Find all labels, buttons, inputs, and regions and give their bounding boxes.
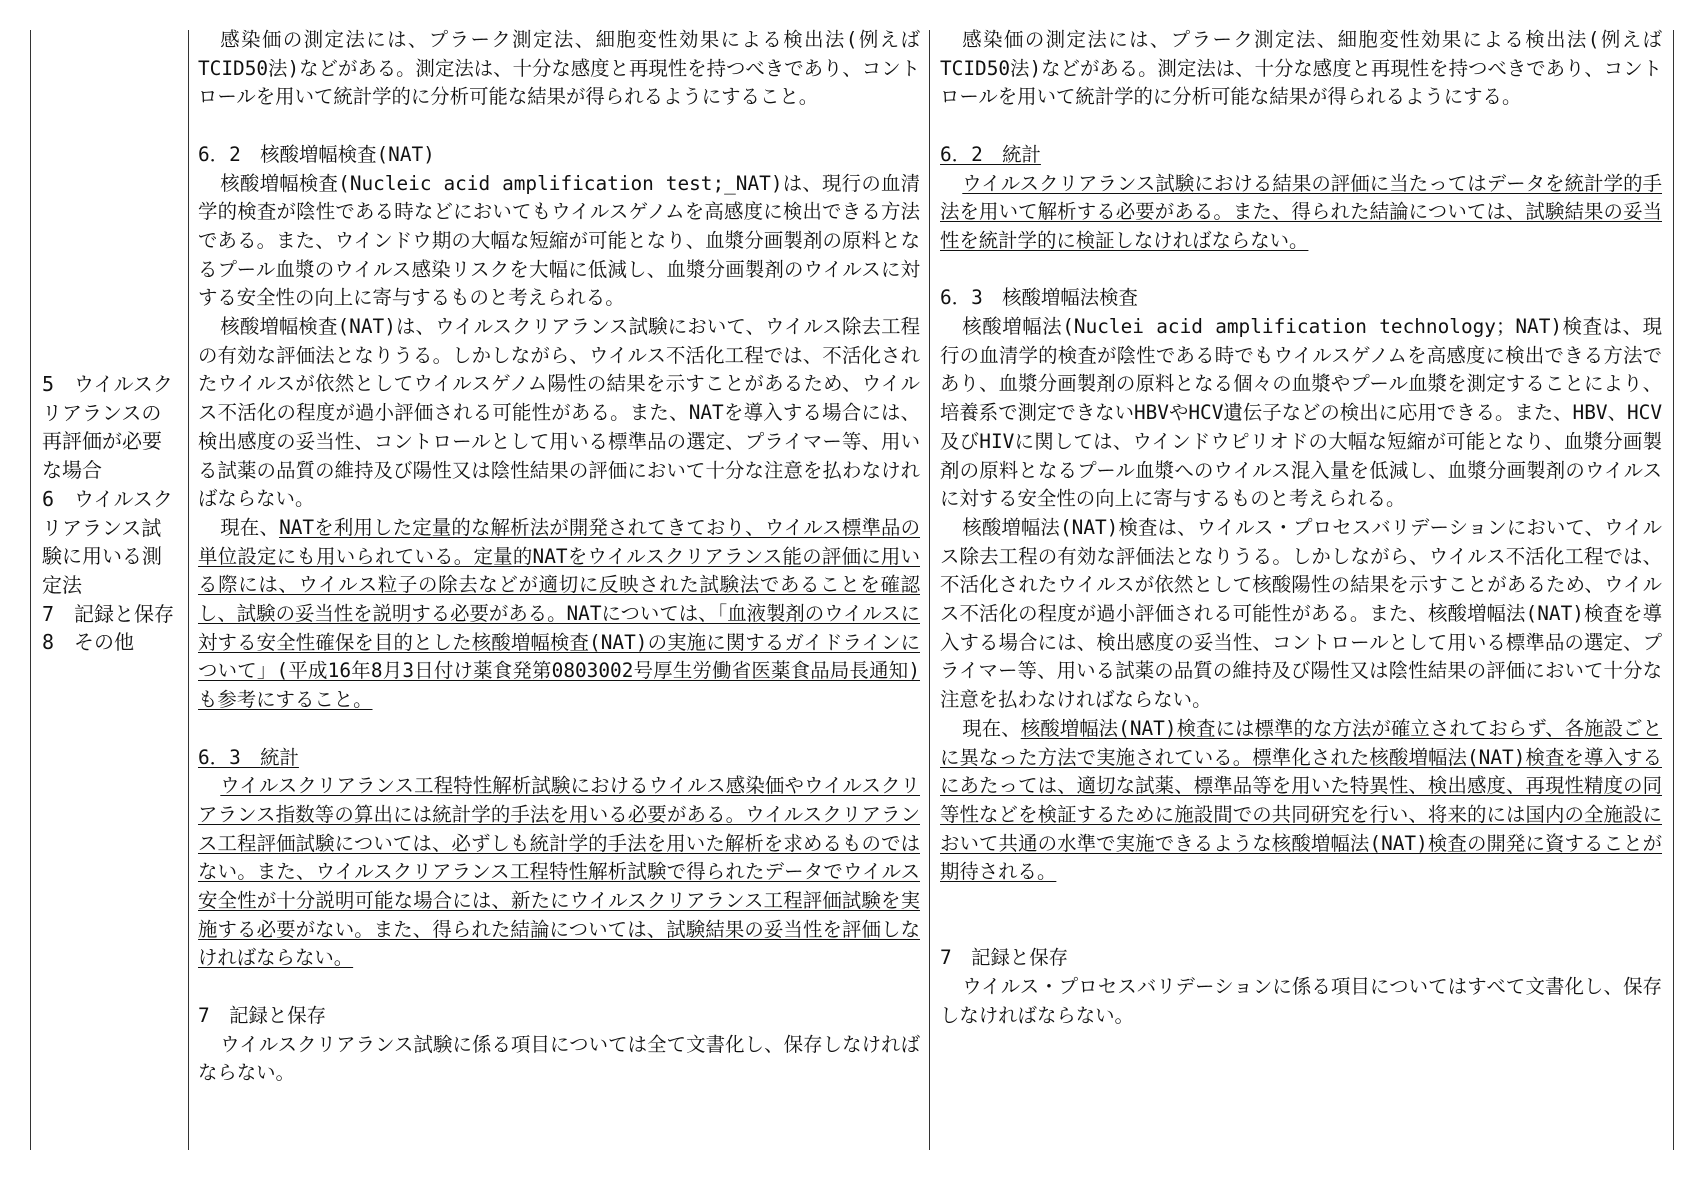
toc-item: 7 記録と保存	[42, 601, 175, 626]
table-border-right	[1673, 30, 1674, 1150]
paragraph-statistics	[940, 170, 1662, 256]
paragraph-nat-current	[198, 514, 920, 715]
heading-6-3: 6．3 核酸増幅法検査	[940, 286, 1138, 310]
paragraph-nat-current-underlined: 核酸増幅法(NAT)検査には標準的な方法が確立されておらず、各施設ごとに異なった方法で実施されている。標準化された核酸増幅法(NAT)検査を導入するにあたっては、適切な試薬、標準品等を用いた特異性、検出感度、再現性精度の同等性などを検証するために施設間での共同研究を行い、将来的には国内の全施設において共通の水準で実施できるような核酸増幅法(NAT)検査の開発に資することが期待される。	[940, 716, 1662, 884]
paragraph-nat-current-lead: 現在、	[220, 515, 280, 539]
paragraph-nat-evaluation: 核酸増幅法(NAT)検査は、ウイルス・プロセスバリデーションにおいて、ウイルス除去工程の有効な評価法となりうる。しかしながら、ウイルス不活化工程では、不活化されたウイルスが依然として核酸陽性の結果を示すことがあるため、ウイルス不活化の程度が過小評価される可能性がある。また、核酸増幅法(NAT)検査を導入する場合には、検出感度の妥当性、コントロールとして用いる標準品の選定、プライマー等、用いる試薬の品質の維持及び陽性又は陰性結果の評価において十分な注意を払わなければならない。	[940, 515, 1662, 712]
paragraph-records: ウイルス・プロセスバリデーションに係る項目についてはすべて文書化し、保存しなければならない。	[940, 975, 1662, 1027]
paragraph-statistics-text: ウイルスクリアランス工程特性解析試験におけるウイルス感染価やウイルスクリアランス指数等の算出には統計学的手法を用いる必要がある。ウイルスクリアランス工程評価試験については、必ずしも統計学的手法を用いた解析を求めるものではない。また、ウイルスクリアランス工程特性解析試験で得られたデータでウイルス安全性が十分説明可能な場合には、新たにウイルスクリアランス工程評価試験を実施する必要がない。また、得られた結論については、試験結果の妥当性を評価しなければならない。	[198, 774, 920, 970]
heading-7: 7 記録と保存	[940, 946, 1069, 970]
paragraph-statistics	[198, 772, 920, 973]
paragraph-statistics-text: ウイルスクリアランス試験における結果の評価に当たってはデータを統計学的手法を用いて解析する必要がある。また、得られた結論については、試験結果の妥当性を統計学的に検証しなければならない。	[940, 171, 1662, 252]
heading-6-3-text: 6．3 統計	[198, 745, 299, 769]
heading-6-2: 6．2 核酸増幅検査(NAT)	[198, 142, 435, 166]
paragraph-nat-intro: 核酸増幅検査(Nucleic acid amplification test;_NAT)は、現行の血清学的検査が陰性である時などにおいてもウイルスゲノムを高感度に検出できる方法である。また、ウインドウ期の大幅な短縮が可能となり、血漿分画製剤の原料となるプール血漿のウイルス感染リスクを大幅に低減し、血漿分画製剤のウイルスに対する安全性の向上に寄与するものと考えられる。	[198, 171, 920, 310]
heading-6-2	[940, 141, 1662, 170]
table-divider-toc	[188, 30, 189, 1150]
paragraph-nat-current-underlined: NATを利用した定量的な解析法が開発されてきており、ウイルス標準品の単位設定にも用いられている。定量的NATをウイルスクリアランス能の評価に用いる際には、ウイルス粒子の除去などが適切に反映された試験法であることを確認し、試験の妥当性を説明する必要がある。NATについては、「血液製剤のウイルスに対する安全性確保を目的とした核酸増幅検査(NAT)の実施に関するガイドラインについて」(平成16年8月3日付け薬食発第0803002号厚生労働省医薬食品局長通知)も参考にすること。	[198, 515, 921, 712]
paragraph-nat-current-lead: 現在、	[962, 716, 1021, 740]
toc-item: 8 その他	[42, 630, 135, 655]
toc-item: 5 ウイルスクリアランスの再評価が必要な場合	[42, 372, 173, 483]
heading-7: 7 記録と保存	[198, 1003, 327, 1027]
section-index-column	[42, 370, 180, 657]
table-border-left	[30, 30, 31, 1150]
heading-6-2-text: 6．2 統計	[940, 142, 1041, 166]
paragraph-nat-current	[940, 715, 1662, 887]
paragraph-measurement: 感染価の測定法には、プラーク測定法、細胞変性効果による検出法(例えばTCID50法)などがある。測定法は、十分な感度と再現性を持つべきであり、コントロールを用いて統計学的に分析可能な結果が得られるようにする。	[940, 28, 1662, 109]
paragraph-measurement: 感染価の測定法には、プラーク測定法、細胞変性効果による検出法(例えばTCID50法)などがある。測定法は、十分な感度と再現性を持つべきであり、コントロールを用いて統計学的に分析可能な結果が得られるようにすること。	[198, 28, 920, 109]
heading-6-3	[198, 744, 920, 773]
table-divider-middle	[929, 30, 930, 1150]
paragraph-records: ウイルスクリアランス試験に係る項目については全て文書化し、保存しなければならない。	[198, 1032, 920, 1085]
paragraph-nat-intro: 核酸増幅法(Nuclei acid amplification technology；NAT)検査は、現行の血清学的検査が陰性である時でもウイルスゲノムを高感度に検出できる方法であり、血漿分画製剤の原料となる個々の血漿やプール血漿を測定することにより、培養系で測定できないHBVやHCV遺伝子などの検出に応用できる。また、HBV、HCV及びHIVに関しては、ウインドウピリオドの大幅な短縮が可能となり、血漿分画製剤の原料となるプール血漿へのウイルス混入量を低減し、血漿分画製剤のウイルスに対する安全性の向上に寄与するものと考えられる。	[940, 315, 1662, 511]
paragraph-nat-evaluation: 核酸増幅検査(NAT)は、ウイルスクリアランス試験において、ウイルス除去工程の有効な評価法となりうる。しかしながら、ウイルス不活化工程では、不活化されたウイルスが依然としてウイルスゲノム陽性の結果を示すことがあるため、ウイルス不活化の程度が過小評価される可能性がある。また、NATを導入する場合には、検出感度の妥当性、コントロールとして用いる標準品の選定、プライマー等、用いる試薬の品質の維持及び陽性又は陰性結果の評価において十分な注意を払わなければならない。	[198, 315, 920, 511]
spacer	[940, 887, 1662, 916]
revised-text-column	[198, 26, 920, 1088]
original-text-column	[940, 26, 1662, 1031]
toc-item: 6 ウイルスクリアランス試験に用いる測定法	[42, 486, 173, 597]
